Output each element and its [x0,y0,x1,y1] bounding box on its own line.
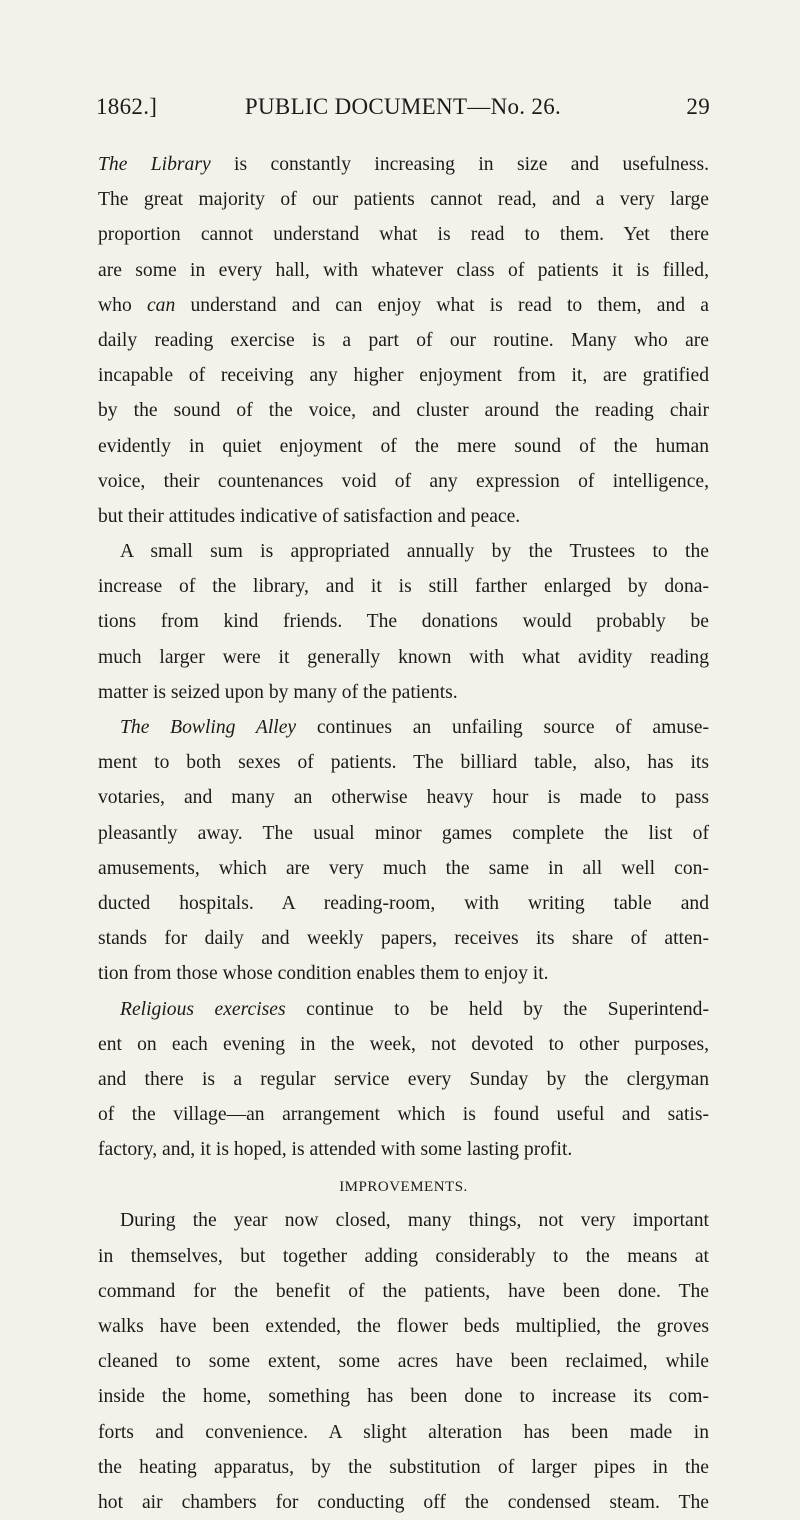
text-line [98,710,709,745]
text-line [98,358,709,393]
text-run: During the year now closed, many things, not very important [120,1210,709,1232]
text-line [98,1203,709,1238]
header-year: 1862.] [96,94,158,119]
text-line [98,604,709,639]
text-run: evidently in quiet enjoyment of the mere sound of the human [98,435,709,457]
text-run: factory, and, it is hoped, is attended with some lasting profit. [98,1139,573,1161]
text-line [98,429,709,464]
text-line [98,992,709,1027]
text-line [98,569,709,604]
text-line [98,675,709,710]
text-line [98,886,709,921]
text-run: are some in every hall, with whatever class of patients it is filled, [98,259,709,281]
text-line [98,745,709,780]
text-run: ducted hospitals. A reading-room, with writing table and [98,892,709,914]
text-run: ent on each evening in the week, not devoted to other purposes, [98,1033,709,1055]
text-run: voice, their countenances void of any expression of intelligence, [98,470,709,492]
text-run: amusements, which are very much the same in all well con- [98,857,709,879]
text-line [98,182,709,217]
text-run: the heating apparatus, by the substitution of larger pipes in the [98,1456,709,1478]
text-run: increase of the library, and it is still farther enlarged by dona- [98,576,709,598]
text-line [98,1379,709,1414]
text-run: The great majority of our patients cannot read, and a very large [98,189,709,211]
text-run: IMPROVEMENTS. [339,1179,468,1196]
text-line [98,1132,709,1167]
text-run: but their attitudes indicative of satisfaction and peace. [98,505,521,527]
text-line [98,640,709,675]
text-run: incapable of receiving any higher enjoyment from it, are gratified [98,365,709,387]
text-line [98,464,709,499]
running-header [96,94,710,126]
text-run: stands for daily and weekly papers, receives its share of atten- [98,928,709,950]
text-run: is constantly increasing in size and usefulness. [210,154,710,175]
text-run: in themselves, but together adding considerably to the means at [98,1245,709,1267]
text-run: who [98,294,147,316]
text-line [98,1485,709,1520]
text-line [98,147,709,182]
text-run: command for the benefit of the patients, have been done. The [98,1280,709,1302]
text-line [98,1415,709,1450]
text-run: pleasantly away. The usual minor games complete the list of [98,822,709,844]
text-run: daily reading exercise is a part of our routine. Many who are [98,329,709,351]
section-heading [98,1167,709,1203]
text-run: A small sum is appropriated annually by the Trustees to the [120,541,709,563]
text-run: forts and convenience. A slight alteration has been made in [98,1421,709,1443]
text-line [98,1062,709,1097]
text-run: by the sound of the voice, and cluster around the reading chair [98,400,709,422]
text-line [98,1309,709,1344]
text-line [98,1450,709,1485]
text-run: walks have been extended, the flower beds multiplied, the groves [98,1316,709,1337]
text-run: understand and can enjoy what is read to them, and a [175,294,709,316]
text-line [98,1097,709,1132]
text-line [98,1274,709,1309]
text-run: continues an unfailing source of amuse- [296,717,709,738]
text-line [98,956,709,991]
text-run: hot air chambers for conducting off the condensed steam. The [98,1491,709,1513]
text-line [98,780,709,815]
text-run: cleaned to some extent, some acres have been reclaimed, while [98,1351,709,1373]
text-run: of the village—an arrangement which is found useful and satis- [98,1104,709,1126]
text-line [98,253,709,288]
text-run: ment to both sexes of patients. The billiard table, also, has its [98,752,709,774]
text-run: continue to be held by the Superintend- [285,998,709,1020]
text-line [98,1239,709,1274]
text-run: matter is seized upon by many of the patients. [98,681,458,703]
page-number: 29 [686,94,710,119]
text-line [98,288,709,323]
text-line [98,499,709,534]
body-text [98,147,709,1520]
text-run: tion from those whose condition enables them to enjoy it. [98,963,549,985]
text-line [98,921,709,956]
italic-term: can [146,294,176,316]
text-run: inside the home, something has been done to increase its com- [98,1386,709,1408]
text-line [98,1027,709,1062]
text-run: and there is a regular service every Sunday by the clergyman [98,1068,709,1090]
text-line [98,393,709,428]
header-title: PUBLIC DOCUMENT—No. 26. [244,94,562,119]
text-line [98,851,709,886]
text-run: much larger were it generally known with what avidity reading [98,646,709,668]
text-line [98,217,709,252]
text-line [98,816,709,851]
text-line [98,1344,709,1379]
text-line [98,323,709,358]
text-run: proportion cannot understand what is read to them. Yet there [98,224,709,246]
text-line [98,534,709,569]
italic-term: The Library [98,154,211,175]
text-run: tions from kind friends. The donations would probably be [98,611,709,633]
italic-term: The Bowling Alley [120,717,297,738]
italic-term: Religious exercises [120,998,286,1020]
text-run: votaries, and many an otherwise heavy hour is made to pass [98,787,709,809]
